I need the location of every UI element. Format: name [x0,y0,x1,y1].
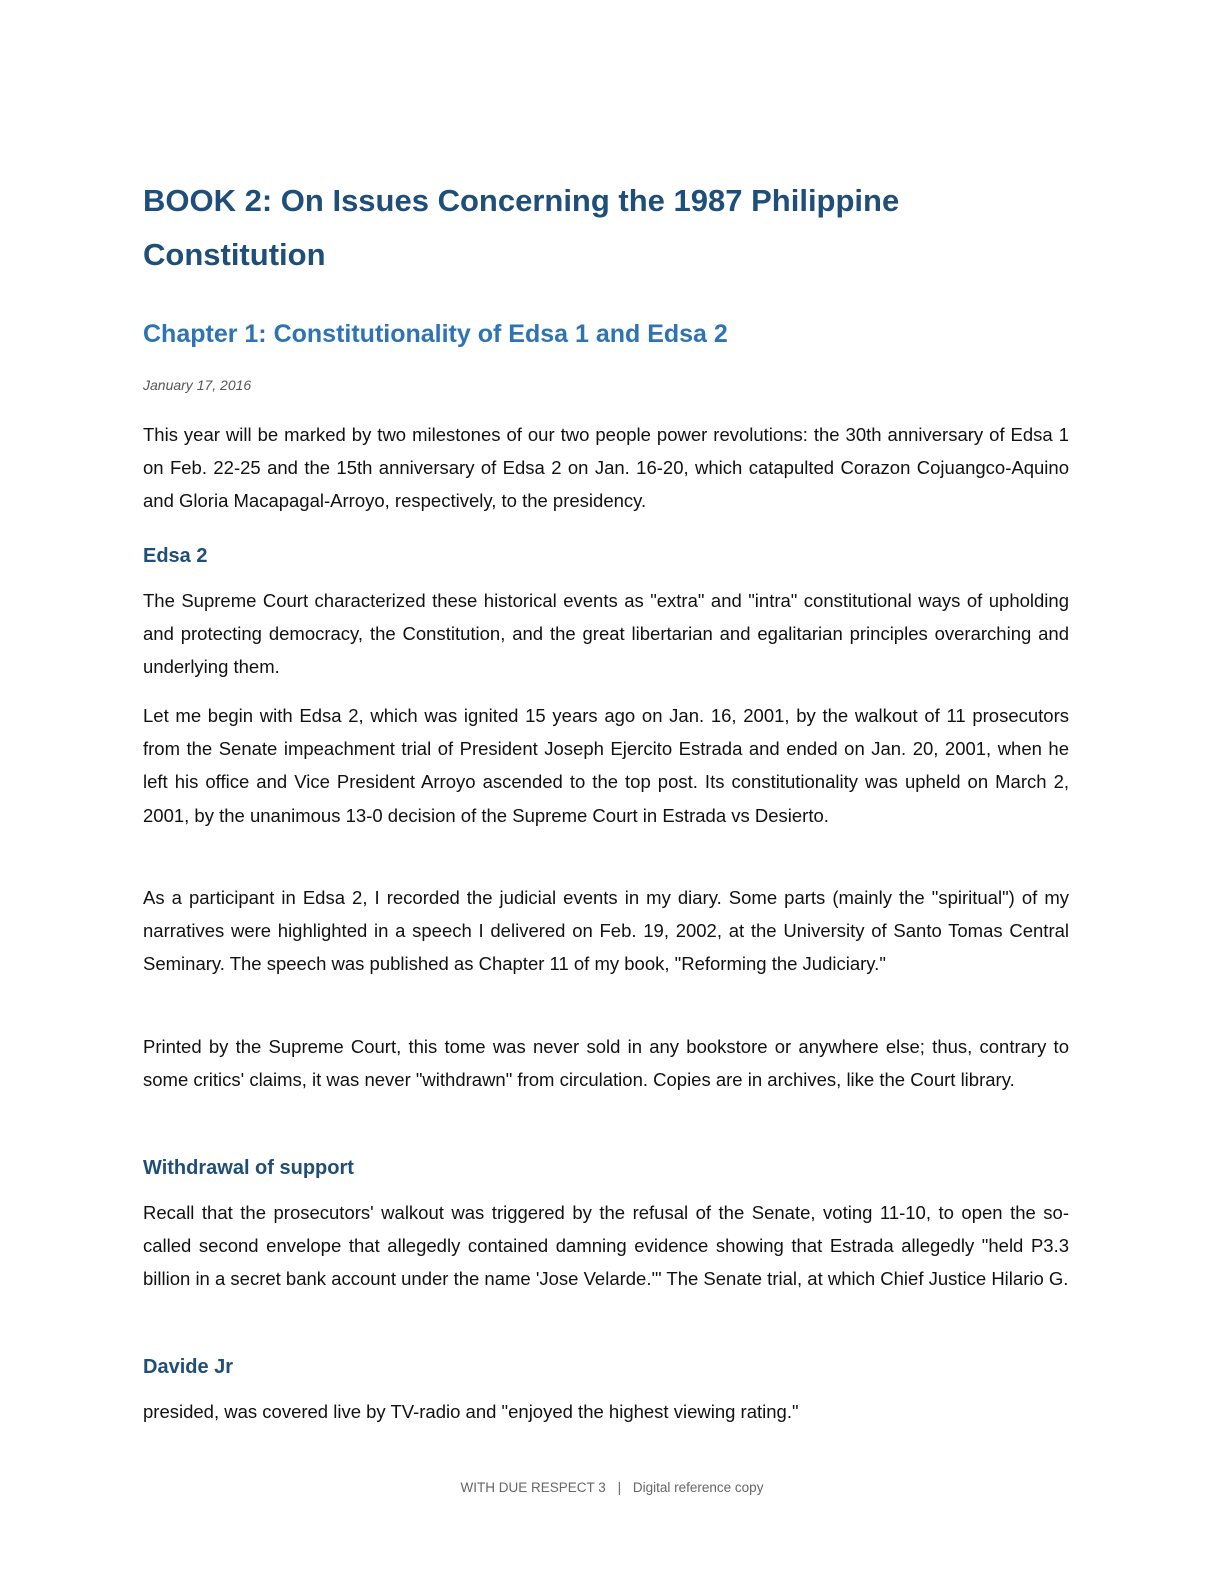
publication-date: January 17, 2016 [143,377,252,393]
chapter-title: Chapter 1: Constitutionality of Edsa 1 and Edsa 2 [143,320,728,348]
intro-paragraph: This year will be marked by two milestones of our two people power revolutions: the 30th anniversary of Edsa 1 on Feb. 22-25 and the 15th anniversary of Edsa 2 on Jan. 16-20, which catapulted Corazon Cojuangco-Aquino and Gloria Macapagal-Arroyo, respectively, to the presidency. [143,424,1069,512]
paragraph-edsa-2-walkout: Let me begin with Edsa 2, which was ignited 15 years ago on Jan. 16, 2001, by the walkout of 11 prosecutors from the Senate impeachment trial of President Joseph Ejercito Estrada and ended on Jan. 20, 2001, when he left his office and Vice President Arroyo ascended to the top post. Its constitutionality was upheld on March 2, 2001, by the unanimous 13-0 decision of the Supreme Court in Estrada vs Desierto. [143,705,1069,826]
paragraph-supreme-court: The Supreme Court characterized these historical events as "extra" and "intra" constitutional ways of upholding and protecting democracy, the Constitution, and the great libertarian and egalitarian principles overarching and underlying them. [143,590,1069,678]
paragraph-prosecutors-walkout: Recall that the prosecutors' walkout was triggered by the refusal of the Senate, voting 11-10, to open the so-called second envelope that allegedly contained damning evidence showing that Estrada allegedly "held P3.3 billion in a secret bank account under the name 'Jose Velarde.'" The Senate trial, at which Chief Justice Hilario G. [143,1202,1069,1290]
section-heading-davide-jr: Davide Jr [143,1356,234,1378]
footer-book-label: WITH DUE RESPECT 3 [460,1480,606,1495]
page-footer [0,1478,1224,1498]
book-title: BOOK 2: On Issues Concerning the 1987 Philippine Constitution [143,183,900,272]
footer-separator: | [617,1480,622,1495]
paragraph-diary: As a participant in Edsa 2, I recorded the judicial events in my diary. Some parts (mainly the "spiritual") of my narratives were highlighted in a speech I delivered on Feb. 19, 2002, at the University of Santo Tomas Central Seminary. The speech was published as Chapter 11 of my book, "Reforming the Judiciary." [143,887,1069,975]
paragraph-printed-tome: Printed by the Supreme Court, this tome was never sold in any bookstore or anywhere else; thus, contrary to some critics' claims, it was never "withdrawn" from circulation. Copies are in archives, like the Court library. [143,1036,1069,1091]
paragraph-presided: presided, was covered live by TV-radio and "enjoyed the highest viewing rating." [143,1401,799,1422]
section-heading-edsa-2: Edsa 2 [143,545,208,567]
footer-copy-label: Digital reference copy [632,1480,764,1495]
section-heading-withdrawal-of-support: Withdrawal of support [143,1157,354,1179]
